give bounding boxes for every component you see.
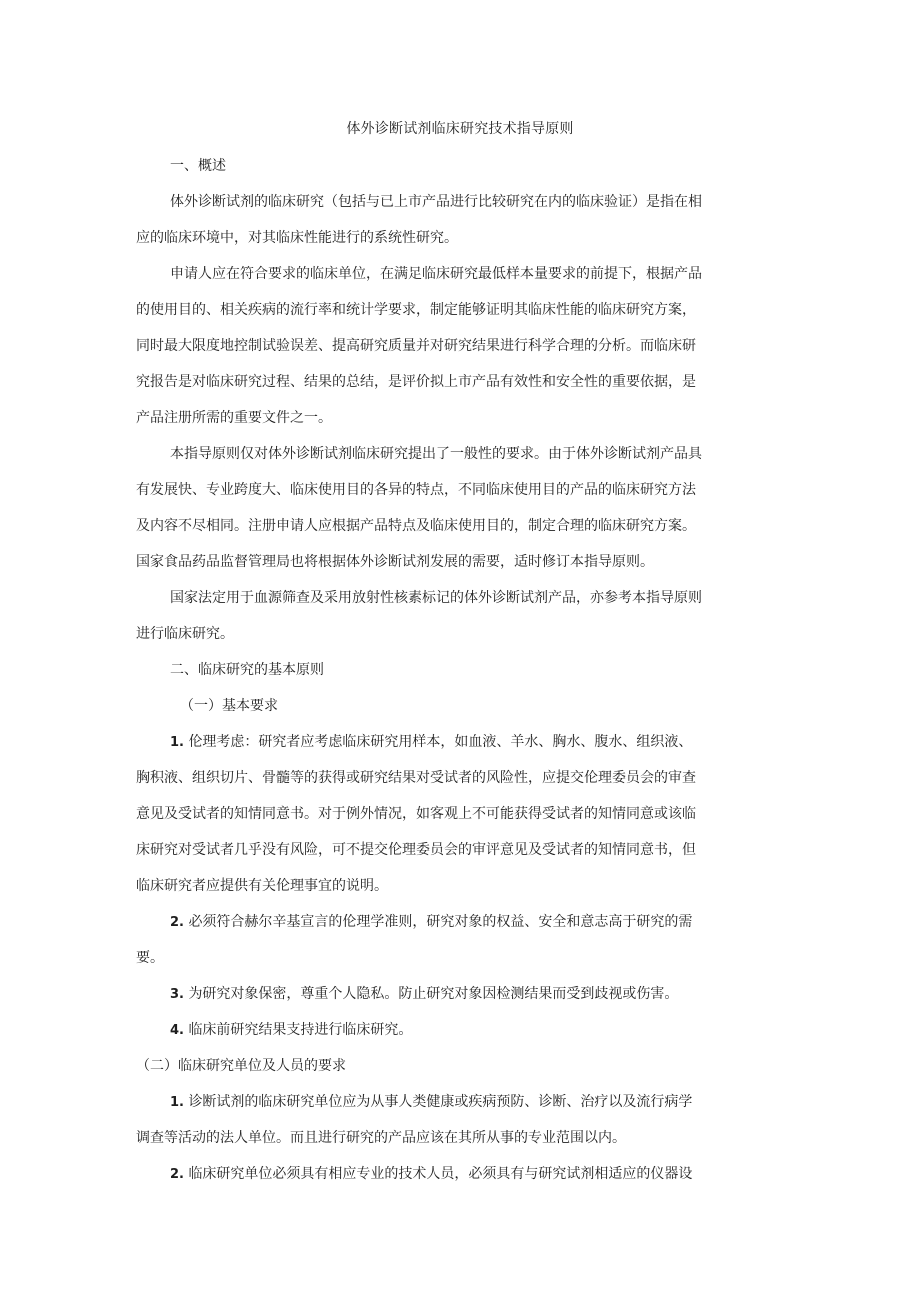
paragraph-line: 应的临床环境中，对其临床性能进行的系统性研究。 — [136, 230, 458, 246]
list-item-text: 为研究对象保密，尊重个人隐私。防止研究对象因检测结果而受到歧视或伤害。 — [188, 986, 679, 1002]
paragraph-line: 的使用目的、相关疾病的流行率和统计学要求，制定能够证明其临床性能的临床研究方案， — [136, 302, 696, 318]
paragraph-line: 产品注册所需的重要文件之一。 — [136, 410, 332, 426]
section-heading-overview: 一、概述 — [170, 158, 226, 174]
paragraph-line: 床研究对受试者几乎没有风险，可不提交伦理委员会的审评意见及受试者的知情同意书，但 — [136, 842, 696, 858]
paragraph-line: 进行临床研究。 — [136, 626, 234, 642]
paragraph-line: 同时最大限度地控制试验误差、提高研究质量并对研究结果进行科学合理的分析。而临床研 — [136, 338, 696, 354]
section-heading-principles: 二、临床研究的基本原则 — [170, 662, 324, 678]
paragraph-line: 要。 — [136, 950, 164, 966]
paragraph-line: 本指导原则仅对体外诊断试剂临床研究提出了一般性的要求。由于体外诊断试剂产品具 — [170, 446, 702, 462]
paragraph-line: 及内容不尽相同。注册申请人应根据产品特点及临床使用目的，制定合理的临床研究方案。 — [136, 518, 696, 534]
paragraph-line: 国家法定用于血源筛查及采用放射性核素标记的体外诊断试剂产品，亦参考本指导原则 — [170, 590, 702, 606]
document-title: 体外诊断试剂临床研究技术指导原则 — [346, 121, 574, 137]
list-item-text: 临床前研究结果支持进行临床研究。 — [188, 1022, 413, 1038]
paragraph-line: 国家食品药品监督管理局也将根据体外诊断试剂发展的需要，适时修订本指导原则。 — [136, 554, 654, 570]
list-item — [170, 1164, 692, 1185]
paragraph-line: 临床研究者应提供有关伦理事宜的说明。 — [136, 878, 388, 894]
list-item-number: 3. — [170, 987, 184, 1002]
list-item — [170, 1020, 412, 1041]
list-item-text: 必须符合赫尔辛基宣言的伦理学准则，研究对象的权益、安全和意志高于研究的需 — [188, 914, 693, 930]
paragraph-line: 体外诊断试剂的临床研究（包括与已上市产品进行比较研究在内的临床验证）是指在相 — [170, 194, 702, 210]
list-item — [170, 984, 678, 1005]
list-item — [170, 732, 693, 753]
list-item-number: 2. — [170, 915, 184, 930]
paragraph-line: 调查等活动的法人单位。而且进行研究的产品应该在其所从事的专业范围以内。 — [136, 1130, 626, 1146]
paragraph-line: 意见及受试者的知情同意书。对于例外情况，如客观上不可能获得受试者的知情同意或该临 — [136, 806, 696, 822]
list-item-number: 1. — [170, 735, 184, 750]
list-item-text: 临床研究单位必须具有相应专业的技术人员，必须具有与研究试剂相适应的仪器设 — [188, 1166, 693, 1182]
list-item-text: 伦理考虑：研究者应考虑临床研究用样本，如血液、羊水、胸水、腹水、组织液、 — [188, 734, 693, 750]
paragraph-line: 胸积液、组织切片、骨髓等的获得或研究结果对受试者的风险性，应提交伦理委员会的审查 — [136, 770, 696, 786]
list-item — [170, 1092, 692, 1113]
list-item-text: 诊断试剂的临床研究单位应为从事人类健康或疾病预防、诊断、治疗以及流行病学 — [188, 1094, 693, 1110]
paragraph-line: 申请人应在符合要求的临床单位，在满足临床研究最低样本量要求的前提下，根据产品 — [170, 266, 702, 282]
list-item-number: 2. — [170, 1167, 184, 1182]
list-item-number: 1. — [170, 1095, 184, 1110]
subsection-heading-basic: （一）基本要求 — [180, 698, 278, 714]
paragraph-line: 究报告是对临床研究过程、结果的总结，是评价拟上市产品有效性和安全性的重要依据，是 — [136, 374, 696, 390]
list-item-number: 4. — [170, 1023, 184, 1038]
subsection-heading-institutions: （二）临床研究单位及人员的要求 — [136, 1058, 346, 1074]
list-item — [170, 912, 692, 933]
paragraph-line: 有发展快、专业跨度大、临床使用目的各异的特点，不同临床使用目的产品的临床研究方法 — [136, 482, 696, 498]
